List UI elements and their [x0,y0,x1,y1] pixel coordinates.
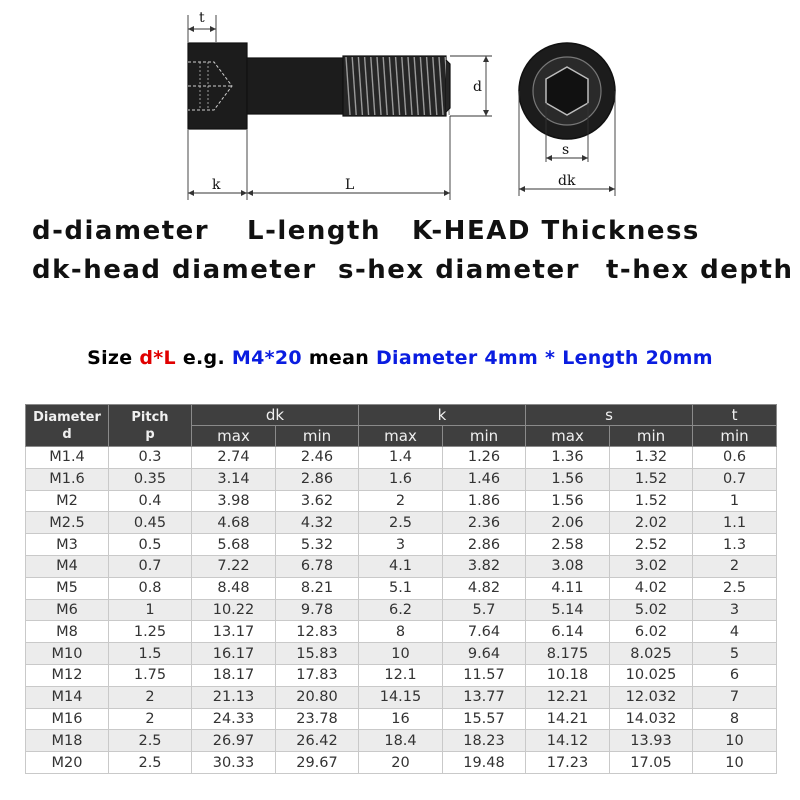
table-cell: 12.032 [610,686,693,708]
table-cell: 14.15 [359,686,443,708]
table-cell: M1.4 [26,447,109,469]
header-diameter-symbol: d [62,426,72,442]
legend-s: s-hex diameter [338,255,580,285]
table-cell: 8 [359,621,443,643]
table-cell: 20.80 [276,686,359,708]
table-cell: 5.14 [526,599,610,621]
table-row [26,447,777,469]
legend-dk: dk-head diameter [32,255,317,285]
table-cell: 30.33 [192,752,276,774]
table-cell: 0.7 [693,468,777,490]
table-cell: 18.23 [443,730,526,752]
table-cell: M5 [26,577,109,599]
table-cell: 1 [109,599,192,621]
table-cell: 4.32 [276,512,359,534]
table-cell: M2.5 [26,512,109,534]
table-row [26,555,777,577]
table-cell: M16 [26,708,109,730]
table-cell: 9.64 [443,643,526,665]
table-cell: 2 [693,555,777,577]
table-cell: 0.45 [109,512,192,534]
table-cell: M18 [26,730,109,752]
label-L: L [345,177,355,193]
table-cell: 2.86 [276,468,359,490]
table-cell: 16 [359,708,443,730]
table-cell: 1.6 [359,468,443,490]
table-cell: M3 [26,534,109,556]
table-cell: 8.175 [526,643,610,665]
header-k-max: max [359,426,443,447]
legend-line-1 [0,216,800,252]
table-cell: M14 [26,686,109,708]
table-cell: 10.025 [610,664,693,686]
table-cell: 2.74 [192,447,276,469]
table-cell: 12.21 [526,686,610,708]
table-cell: 4.02 [610,577,693,599]
size-explanation: Diameter 4mm * Length 20mm [375,347,713,369]
table-cell: 1.56 [526,468,610,490]
table-cell: 5.32 [276,534,359,556]
table-cell: 29.67 [276,752,359,774]
table-cell: 7 [693,686,777,708]
table-cell: 8.025 [610,643,693,665]
table-cell: 1.1 [693,512,777,534]
table-cell: M12 [26,664,109,686]
table-cell: 23.78 [276,708,359,730]
table-cell: 13.93 [610,730,693,752]
table-cell: 4.68 [192,512,276,534]
table-cell: M2 [26,490,109,512]
table-cell: 4.82 [443,577,526,599]
table-cell: 10 [693,752,777,774]
header-pitch-label: Pitch [131,409,169,425]
table-cell: 0.6 [693,447,777,469]
table-cell: 5 [693,643,777,665]
table-cell: 1.52 [610,468,693,490]
table-cell: 1.5 [109,643,192,665]
table-cell: 15.83 [276,643,359,665]
table-cell: 3.14 [192,468,276,490]
table-cell: M4 [26,555,109,577]
label-t: t [199,10,205,26]
table-cell: M10 [26,643,109,665]
table-row [26,621,777,643]
size-note [0,347,800,369]
table-cell: 4 [693,621,777,643]
screw-side-view [188,43,450,129]
table-cell: 0.4 [109,490,192,512]
legend-d: d-diameter [32,216,210,246]
table-cell: 2.5 [109,752,192,774]
table-cell: 1.86 [443,490,526,512]
table-cell: 2 [359,490,443,512]
table-cell: 3.62 [276,490,359,512]
table-row [26,468,777,490]
size-formula: d*L [139,347,176,369]
header-diameter-label: Diameter [33,409,101,425]
table-cell: 14.21 [526,708,610,730]
table-cell: 1.25 [109,621,192,643]
header-pitch [109,405,192,447]
table-row [26,534,777,556]
size-prefix: Size [87,347,140,369]
table-row [26,577,777,599]
table-row [26,686,777,708]
screw-diagram [0,0,800,205]
table-row [26,730,777,752]
table-cell: 2 [109,708,192,730]
spec-table-body [26,447,777,774]
size-eg: e.g. [175,347,232,369]
table-cell: M1.6 [26,468,109,490]
table-cell: 0.8 [109,577,192,599]
table-cell: 2.46 [276,447,359,469]
table-cell: 21.13 [192,686,276,708]
screw-shank [247,58,343,114]
header-dk-min: min [276,426,359,447]
table-cell: 3.98 [192,490,276,512]
table-cell: 2.06 [526,512,610,534]
table-cell: 0.7 [109,555,192,577]
table-cell: 8 [693,708,777,730]
table-cell: 1 [693,490,777,512]
table-cell: 1.26 [443,447,526,469]
table-cell: 3.08 [526,555,610,577]
table-cell: 12.83 [276,621,359,643]
table-row [26,490,777,512]
table-cell: 2.5 [359,512,443,534]
table-cell: 15.57 [443,708,526,730]
table-cell: 0.35 [109,468,192,490]
table-cell: 10 [359,643,443,665]
header-s: s [526,405,693,426]
header-k: k [359,405,526,426]
table-cell: 26.97 [192,730,276,752]
table-cell: 3 [359,534,443,556]
table-cell: 10.18 [526,664,610,686]
table-cell: 2.36 [443,512,526,534]
legend-k: K-HEAD Thickness [412,216,700,246]
table-cell: 6.2 [359,599,443,621]
table-cell: 5.7 [443,599,526,621]
table-cell: 8.21 [276,577,359,599]
table-cell: 2.86 [443,534,526,556]
table-cell: 5.68 [192,534,276,556]
table-cell: 5.02 [610,599,693,621]
table-cell: M20 [26,752,109,774]
table-cell: 4.1 [359,555,443,577]
table-cell: 6 [693,664,777,686]
table-cell: 14.032 [610,708,693,730]
label-s: s [562,142,570,158]
table-cell: 1.4 [359,447,443,469]
table-cell: 18.4 [359,730,443,752]
table-row [26,708,777,730]
legend-L: L-length [247,216,381,246]
table-cell: 1.56 [526,490,610,512]
screw-head [188,43,247,129]
table-cell: M6 [26,599,109,621]
table-cell: 1.3 [693,534,777,556]
spec-table [25,404,777,774]
table-cell: 2.5 [693,577,777,599]
table-cell: 2.02 [610,512,693,534]
header-dk: dk [192,405,359,426]
header-s-min: min [610,426,693,447]
table-row [26,643,777,665]
table-cell: 1.36 [526,447,610,469]
table-cell: 12.1 [359,664,443,686]
table-cell: 1.52 [610,490,693,512]
table-cell: 8.48 [192,577,276,599]
table-cell: 14.12 [526,730,610,752]
table-cell: 26.42 [276,730,359,752]
legend-line-2 [0,255,800,291]
table-cell: 7.22 [192,555,276,577]
table-cell: 2 [109,686,192,708]
table-cell: 5.1 [359,577,443,599]
table-cell: 0.3 [109,447,192,469]
table-cell: 17.83 [276,664,359,686]
label-d: d [473,79,482,95]
table-cell: 10 [693,730,777,752]
table-cell: 13.17 [192,621,276,643]
table-cell: 17.05 [610,752,693,774]
table-cell: 6.14 [526,621,610,643]
table-cell: 2.52 [610,534,693,556]
table-cell: 1.75 [109,664,192,686]
size-example: M4*20 [231,347,302,369]
table-row [26,599,777,621]
header-dk-max: max [192,426,276,447]
table-cell: 1.32 [610,447,693,469]
table-row [26,512,777,534]
table-cell: 9.78 [276,599,359,621]
table-cell: 2.58 [526,534,610,556]
table-cell: 3.82 [443,555,526,577]
table-cell: 7.64 [443,621,526,643]
header-diameter [26,405,109,447]
table-cell: 17.23 [526,752,610,774]
label-k: k [212,177,221,193]
header-k-min: min [443,426,526,447]
table-cell: 19.48 [443,752,526,774]
table-row [26,664,777,686]
legend-t: t-hex depth [606,255,794,285]
table-cell: 3.02 [610,555,693,577]
header-s-max: max [526,426,610,447]
table-cell: 18.17 [192,664,276,686]
header-t: t [693,405,777,426]
table-cell: 6.02 [610,621,693,643]
header-pitch-symbol: p [145,426,155,442]
table-cell: M8 [26,621,109,643]
table-cell: 3 [693,599,777,621]
label-dk: dk [558,173,576,189]
table-cell: 20 [359,752,443,774]
table-cell: 6.78 [276,555,359,577]
table-cell: 16.17 [192,643,276,665]
table-cell: 2.5 [109,730,192,752]
header-t-min: min [693,426,777,447]
table-cell: 10.22 [192,599,276,621]
size-mean: mean [301,347,376,369]
table-cell: 24.33 [192,708,276,730]
table-row [26,752,777,774]
table-cell: 1.46 [443,468,526,490]
table-cell: 0.5 [109,534,192,556]
table-cell: 4.11 [526,577,610,599]
table-cell: 11.57 [443,664,526,686]
table-cell: 13.77 [443,686,526,708]
